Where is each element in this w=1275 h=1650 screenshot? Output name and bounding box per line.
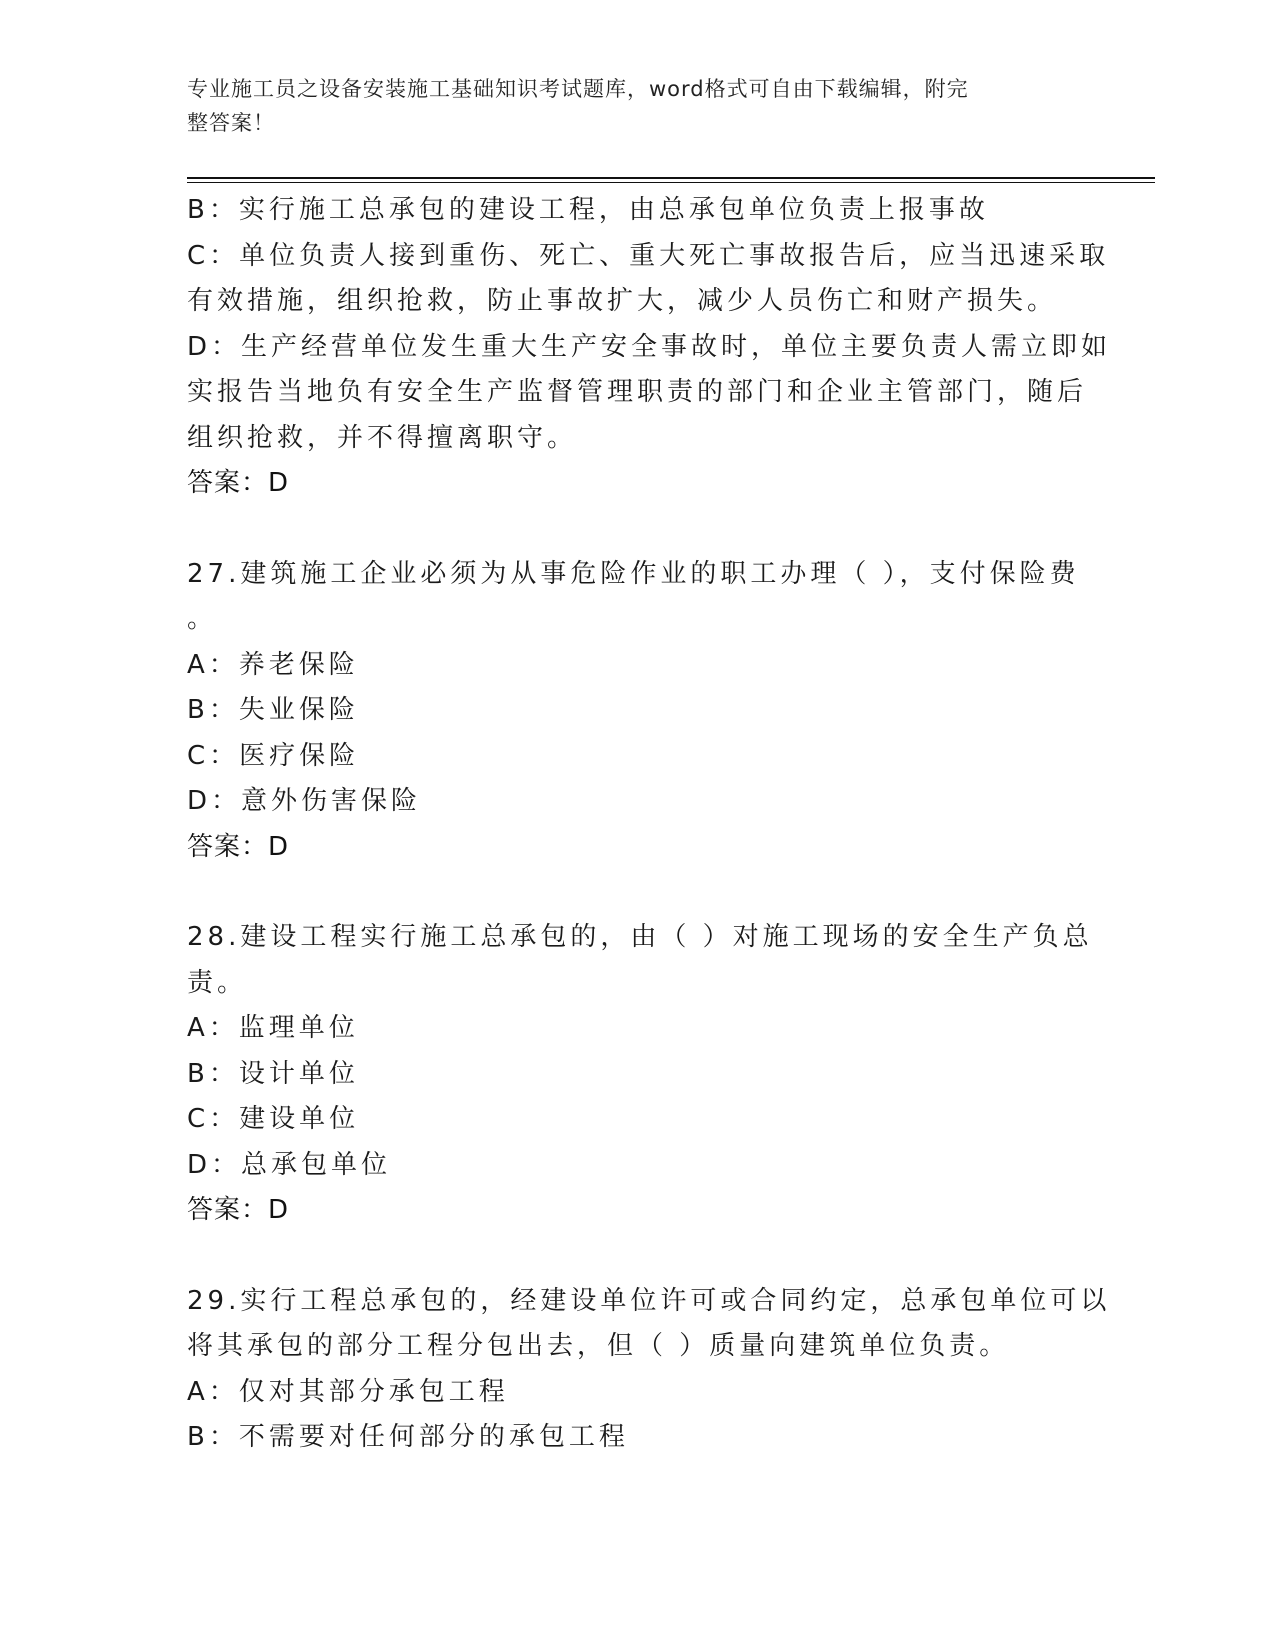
header-line-1: 专业施工员之设备安装施工基础知识考试题库，word格式可自由下载编辑，附完 [187,77,969,101]
question-list [187,188,1112,1461]
question-stem-continued: 责。 [187,967,248,998]
option-b: B：设计单位 [187,1058,359,1089]
question-stem: 29.实行工程总承包的，经建设单位许可或合同约定，总承包单位可以 [187,1285,1111,1316]
answer: 答案：D [187,468,290,498]
option-d-continued: 实报告当地负有安全生产监督管理职责的部门和企业主管部门，随后 [187,377,1088,407]
option-a: A：监理单位 [187,1013,359,1043]
answer: 答案：D [187,1195,290,1225]
spacer [187,507,1087,552]
question-stem-continued: 将其承包的部分工程分包出去，但（ ）质量向建筑单位负责。 [187,1331,1010,1361]
question-27 [187,552,1087,871]
option-c: C：医疗保险 [187,740,360,771]
option-b: B：失业保险 [187,695,359,725]
header-line-2: 整答案！ [187,111,275,135]
option-d-continued: 组织抢救，并不得擅离职守。 [187,422,578,453]
option-a: A：仅对其部分承包工程 [187,1376,509,1407]
question-29 [187,1279,1111,1461]
question-28 [187,915,1093,1234]
option-d: D：意外伤害保险 [187,786,422,816]
option-c-continued: 有效措施，组织抢救，防止事故扩大，减少人员伤亡和财产损失。 [187,286,1058,316]
option-c: C：单位负责人接到重伤、死亡、重大死亡事故报告后，应当迅速采取 [187,240,1110,271]
question-26-continued [187,188,1112,507]
spacer [187,870,1087,915]
question-stem-continued: 。 [187,604,218,634]
option-d: D：总承包单位 [187,1149,392,1180]
header-divider-thin [187,182,1155,183]
option-b: B：不需要对任何部分的承包工程 [187,1422,629,1452]
header-divider-thick [187,177,1155,179]
option-b: B：实行施工总承包的建设工程，由总承包单位负责上报事故 [187,195,989,225]
option-c: C：建设单位 [187,1104,360,1134]
page-header [187,72,1067,140]
answer: 答案：D [187,831,290,862]
option-a: A：养老保险 [187,649,359,680]
question-stem: 28.建设工程实行施工总承包的，由（ ）对施工现场的安全生产负总 [187,922,1093,952]
question-stem: 27.建筑施工企业必须为从事危险作业的职工办理（ ），支付保险费 [187,558,1080,589]
spacer [187,1234,1087,1279]
option-d: D：生产经营单位发生重大生产安全事故时，单位主要负责人需立即如 [187,331,1112,362]
